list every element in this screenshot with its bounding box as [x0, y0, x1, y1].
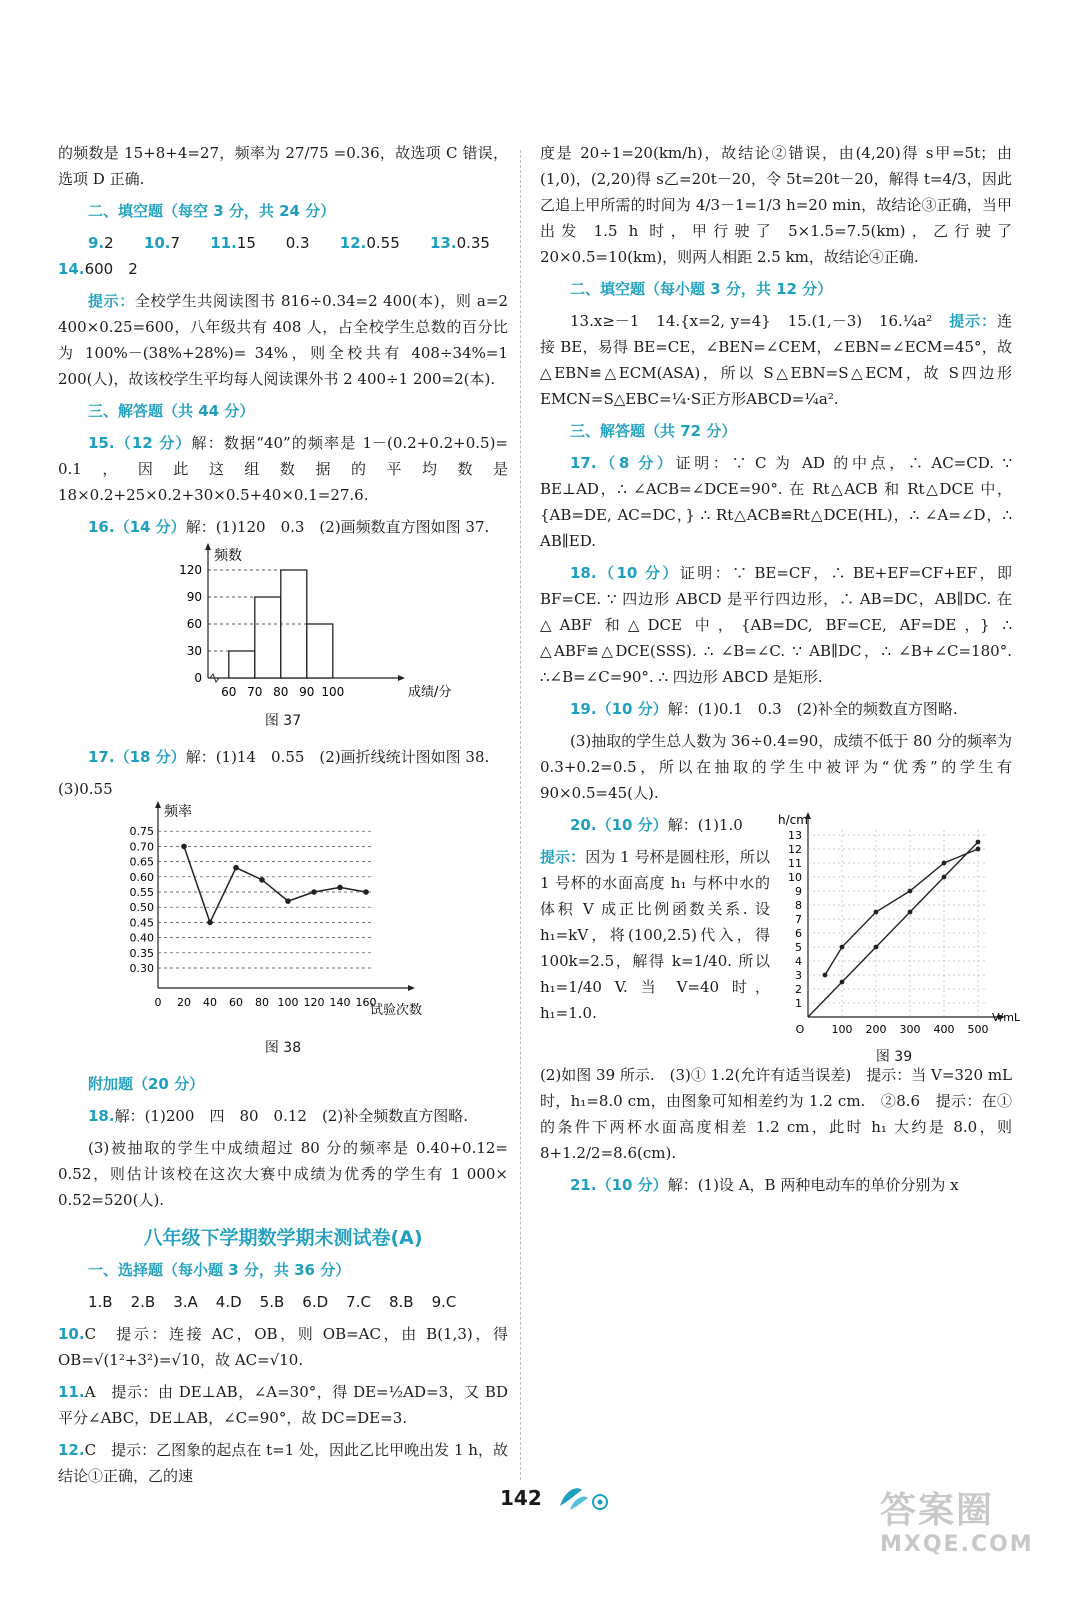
y-tick-label: 4 [795, 955, 802, 968]
y-axis-arrow [155, 801, 161, 808]
x-axis-label: 试验次数 [370, 1003, 423, 1018]
figure-39-line-chart [776, 812, 1021, 1042]
question-20-r: 20.（10 分）解：(1)1.0 [570, 816, 743, 834]
choice-answers: 1.B 2.B 3.A 4.D 5.B 6.D 7.C 8.B 9.C [88, 1293, 457, 1311]
x-tick-label: 90 [299, 685, 315, 699]
exam-title: 八年级下学期数学期末测试卷(A) [143, 1227, 423, 1249]
watermark: 答案圈 MXQE.COM [880, 1490, 1034, 1557]
data-point [823, 973, 828, 978]
x-tick-label: 100 [321, 685, 345, 699]
fill-answers-2: 13.x≥－1 14.{x=2, y=4} 15.(1,－3) 16.¼a² 提示：连接 BE，易得 BE=CE，∠BEN=∠CEM，∠EBN=∠ECM=45°，故△EBN≌△ECM(ASA)，所以 S△EBN=S△ECM，故 S四边形EMCN=S△EBC=¼·S正方形ABCD=¼a². [540, 312, 1012, 408]
section-bonus: 附加题（20 分） [88, 1075, 205, 1093]
section-multiple-choice: 一、选择题（每小题 3 分，共 36 分） [88, 1261, 351, 1279]
question-17-r: 17.（8 分）证明：∵ C 为 AD 的中点，∴ AC=CD. ∵ BE⊥AD，∴ ∠ACB=∠DCE=90°. 在 Rt△ACB 和 Rt△DCE 中，{AB=DE, AC=DC，} ∴ Rt△ACB≌Rt△DCE(HL)，∴ ∠A=∠D，∴ AB∥ED. [540, 454, 1012, 550]
data-point [207, 920, 213, 926]
data-point [874, 910, 879, 915]
question-20-block [540, 812, 1021, 1065]
y-axis-label: 频数 [214, 548, 242, 564]
section-fill-blank: 二、填空题（每空 3 分，共 24 分） [88, 202, 336, 220]
figure-37-caption: 图 37 [264, 713, 302, 729]
y-tick-label: 12 [788, 843, 802, 856]
x-tick-label: 20 [177, 996, 191, 1009]
data-point [840, 945, 845, 950]
y-tick-label: 1 [795, 997, 802, 1010]
question-10: 10.C 提示：连接 AC，OB，则 OB=AC，由 B(1,3)，得 OB=√(1²+3²)=√10，故 AC=√10. [58, 1325, 508, 1369]
question-17-part3: (3)0.55 [58, 780, 113, 798]
y-tick-label: 10 [788, 871, 802, 884]
x-tick-label: 400 [933, 1023, 955, 1036]
y-axis-arrow [205, 543, 211, 550]
y-tick-label: 0.30 [129, 962, 154, 975]
y-tick-label: 0.65 [129, 855, 154, 869]
y-tick-label: 0.60 [129, 870, 154, 884]
column-divider [520, 150, 521, 1480]
data-point [908, 910, 913, 915]
y-tick-label: 0.35 [129, 946, 154, 960]
data-point [908, 889, 913, 894]
question-19-part3: (3)抽取的学生总人数为 36÷0.4=90，成绩不低于 80 分的频率为 0.3+0.2=0.5，所以在抽取的学生中被评为“优秀”的学生有 90×0.5=45(人). [540, 732, 1012, 802]
x-tick-label: 160 [355, 996, 377, 1009]
question-18: 18.解：(1)200 四 80 0.12 (2)补全频数直方图略. [88, 1107, 468, 1125]
series-line [825, 849, 978, 975]
x-tick-label: O [795, 1023, 805, 1036]
y-tick-label: 11 [788, 857, 802, 870]
question-11: 11.A 提示：由 DE⊥AB，∠A=30°，得 DE=½AD=3，又 BD 平分∠ABC，DE⊥AB，∠C=90°，故 DC=DE=3. [58, 1383, 508, 1427]
y-tick-label: 0.40 [129, 931, 154, 945]
data-point [337, 885, 343, 891]
right-paragraph-1: 度是 20÷1=20(km/h)，故结论②错误，由(4,20)得 s甲=5t；由(1,0)，(2,20)得 s乙=20t－20，令 5t=20t－20，解得 t=4/3，因此乙追上甲所需的时间为 4/3－1=1/3 h=20 min，故结论③正确，当甲出发 1.5 h 时，甲行驶了 5×1.5=7.5(km)，乙行驶了 20×0.5=10(km)，则两人相距 2.5 km，故结论④正确. [540, 144, 1012, 266]
y-tick-label: 2 [795, 983, 802, 996]
left-column [58, 140, 508, 1495]
frequency-line [184, 846, 366, 922]
question-20-part2: (2)如图 39 所示. (3)① 1.2(允许有适当误差) 提示：当 V=320 mL 时，h₁=8.0 cm，由图象可知相差约为 1.2 cm. ②8.6 提示：在①的条件下两杯水面高度相差 1.2 cm，此时 h₁ 大约是 8.0，则 8+1.2/2=8.6(cm). [540, 1066, 1012, 1162]
figure-38-caption: 图 38 [264, 1040, 302, 1056]
question-18-part3: (3)被抽取的学生中成绩超过 80 分的频率是 0.40+0.12= 0.52，则估计该校在这次大赛中成绩为优秀的学生有 1 000× 0.52=520(人). [58, 1139, 508, 1209]
y-tick-label: 0.50 [129, 901, 154, 915]
question-12: 12.C 提示：乙图象的起点在 t=1 处，因此乙比甲晚出发 1 h，故结论①正确，乙的速 [58, 1441, 508, 1485]
y-axis-label: 频率 [164, 804, 192, 820]
section-fill-blank-2: 二、填空题（每小题 3 分，共 12 分） [570, 280, 833, 298]
y-tick-label: 30 [186, 644, 202, 658]
series-line [808, 842, 978, 1017]
x-tick-label: 0 [154, 996, 162, 1009]
leaf-ornament-icon [556, 1480, 616, 1514]
data-point [840, 980, 845, 985]
y-tick-label: 3 [795, 969, 802, 982]
x-tick-label: 60 [229, 996, 243, 1009]
x-tick-label: 140 [329, 996, 351, 1009]
x-axis-label: 成绩/分 [408, 685, 452, 700]
y-tick-label: 0.75 [129, 825, 154, 839]
data-point [311, 889, 317, 895]
x-tick-label: 200 [865, 1023, 887, 1036]
y-tick-label: 0.70 [129, 840, 154, 854]
x-tick-label: 80 [255, 996, 269, 1009]
y-tick-label: 0.55 [129, 886, 154, 899]
figure-37-histogram [58, 546, 508, 700]
histogram-bar [255, 597, 281, 678]
x-tick-label: 100 [277, 996, 299, 1009]
data-point [181, 844, 187, 850]
page-number: 142 [500, 1486, 542, 1510]
x-tick-label: 100 [831, 1023, 853, 1036]
data-point [976, 840, 981, 845]
x-tick-label: 120 [303, 996, 325, 1009]
y-tick-label: 5 [795, 941, 802, 954]
y-tick-label: 0 [194, 671, 202, 685]
histogram-bar [229, 651, 255, 678]
left-paragraph-1: 的频数是 15+8+4=27，频率为 27/75 =0.36，故选项 C 错误，选项 D 正确. [58, 144, 508, 188]
data-point [363, 889, 369, 895]
y-tick-label: 0.45 [129, 916, 154, 930]
question-16: 16.（14 分）解：(1)120 0.3 (2)画频数直方图如图 37. [88, 518, 490, 536]
data-point [259, 877, 265, 883]
x-tick-label: 40 [203, 996, 217, 1009]
question-17: 17.（18 分）解：(1)14 0.55 (2)画折线统计图如图 38. [88, 748, 490, 766]
fill-answers: 9.2 10.7 11.15 0.3 12.0.55 13.0.35 14.600 2 [58, 234, 490, 278]
y-tick-label: 8 [795, 899, 802, 912]
y-tick-label: 120 [179, 563, 202, 577]
x-tick-label: 60 [221, 685, 237, 699]
section-solutions: 三、解答题（共 44 分） [88, 402, 255, 420]
y-tick-label: 13 [788, 829, 802, 842]
x-tick-label: 300 [899, 1023, 921, 1036]
question-15: 15.（12 分）解：数据“40”的频率是 1－(0.2+0.2+0.5)= 0.1，因此这组数据的平均数是 18×0.2+25×0.2+30×0.5+40×0.1=27.6. [58, 434, 508, 504]
data-point [233, 865, 239, 871]
x-tick-label: 500 [967, 1023, 989, 1036]
data-point [285, 898, 291, 904]
y-tick-label: 60 [186, 617, 202, 631]
y-tick-label: 7 [795, 913, 802, 926]
x-axis-label: V/mL [992, 1011, 1021, 1024]
data-point [942, 875, 947, 880]
question-21-r: 21.（10 分）解：(1)设 A，B 两种电动车的单价分别为 x [570, 1176, 959, 1194]
figure-38-line-chart [58, 804, 508, 1023]
y-tick-label: 6 [795, 927, 802, 940]
y-axis-label: h/cm [778, 813, 808, 827]
question-20-hint: 提示：因为 1 号杯是圆柱形，所以 1 号杯的水面高度 h₁ 与杯中水的体积 V 成正比例函数关系. 设 h₁=kV，将(100,2.5)代入，得 100k=2.5，解得 k=1/40. 所以 h₁=1/40 V. 当 V=40 时，h₁=1.0. [540, 848, 770, 1022]
right-column [540, 140, 1021, 1204]
x-axis-arrow [408, 985, 415, 991]
hint-paragraph: 提示：全校学生共阅读图书 816÷0.34=2 400(本)，则 a=2 400×0.25=600，八年级共有 408 人，占全校学生总数的百分比为 100%－(38%+28%)= 34%，则全校共有 408÷34%=1 200(人)，故该校学生平均每人阅读课外书 2 400÷1 200=2(本). [58, 292, 508, 388]
y-tick-label: 9 [795, 885, 802, 898]
histogram-bar [307, 624, 333, 678]
figure-39-caption: 图 39 [875, 1049, 913, 1065]
data-point [874, 945, 879, 950]
question-18-r: 18.（10 分）证明：∵ BE=CF，∴ BE+EF=CF+EF，即 BF=CE. ∵ 四边形 ABCD 是平行四边形，∴ AB=DC，AB∥DC. 在△ABF 和△DCE 中，{AB=DC, BF=CE, AF=DE，} ∴ △ABF≌△DCE(SSS). ∴ ∠B=∠C. ∵ AB∥DC，∴ ∠B+∠C=180°. ∴∠B=∠C=90°. ∴ 四边形 ABCD 是矩形. [540, 564, 1012, 686]
x-axis-arrow [398, 675, 405, 681]
x-tick-label: 80 [273, 685, 289, 699]
data-point [976, 847, 981, 852]
data-point [942, 861, 947, 866]
y-tick-label: 90 [186, 590, 202, 604]
x-tick-label: 70 [247, 685, 263, 699]
section-solutions-2: 三、解答题（共 72 分） [570, 422, 737, 440]
question-19-r: 19.（10 分）解：(1)0.1 0.3 (2)补全的频数直方图略. [570, 700, 958, 718]
